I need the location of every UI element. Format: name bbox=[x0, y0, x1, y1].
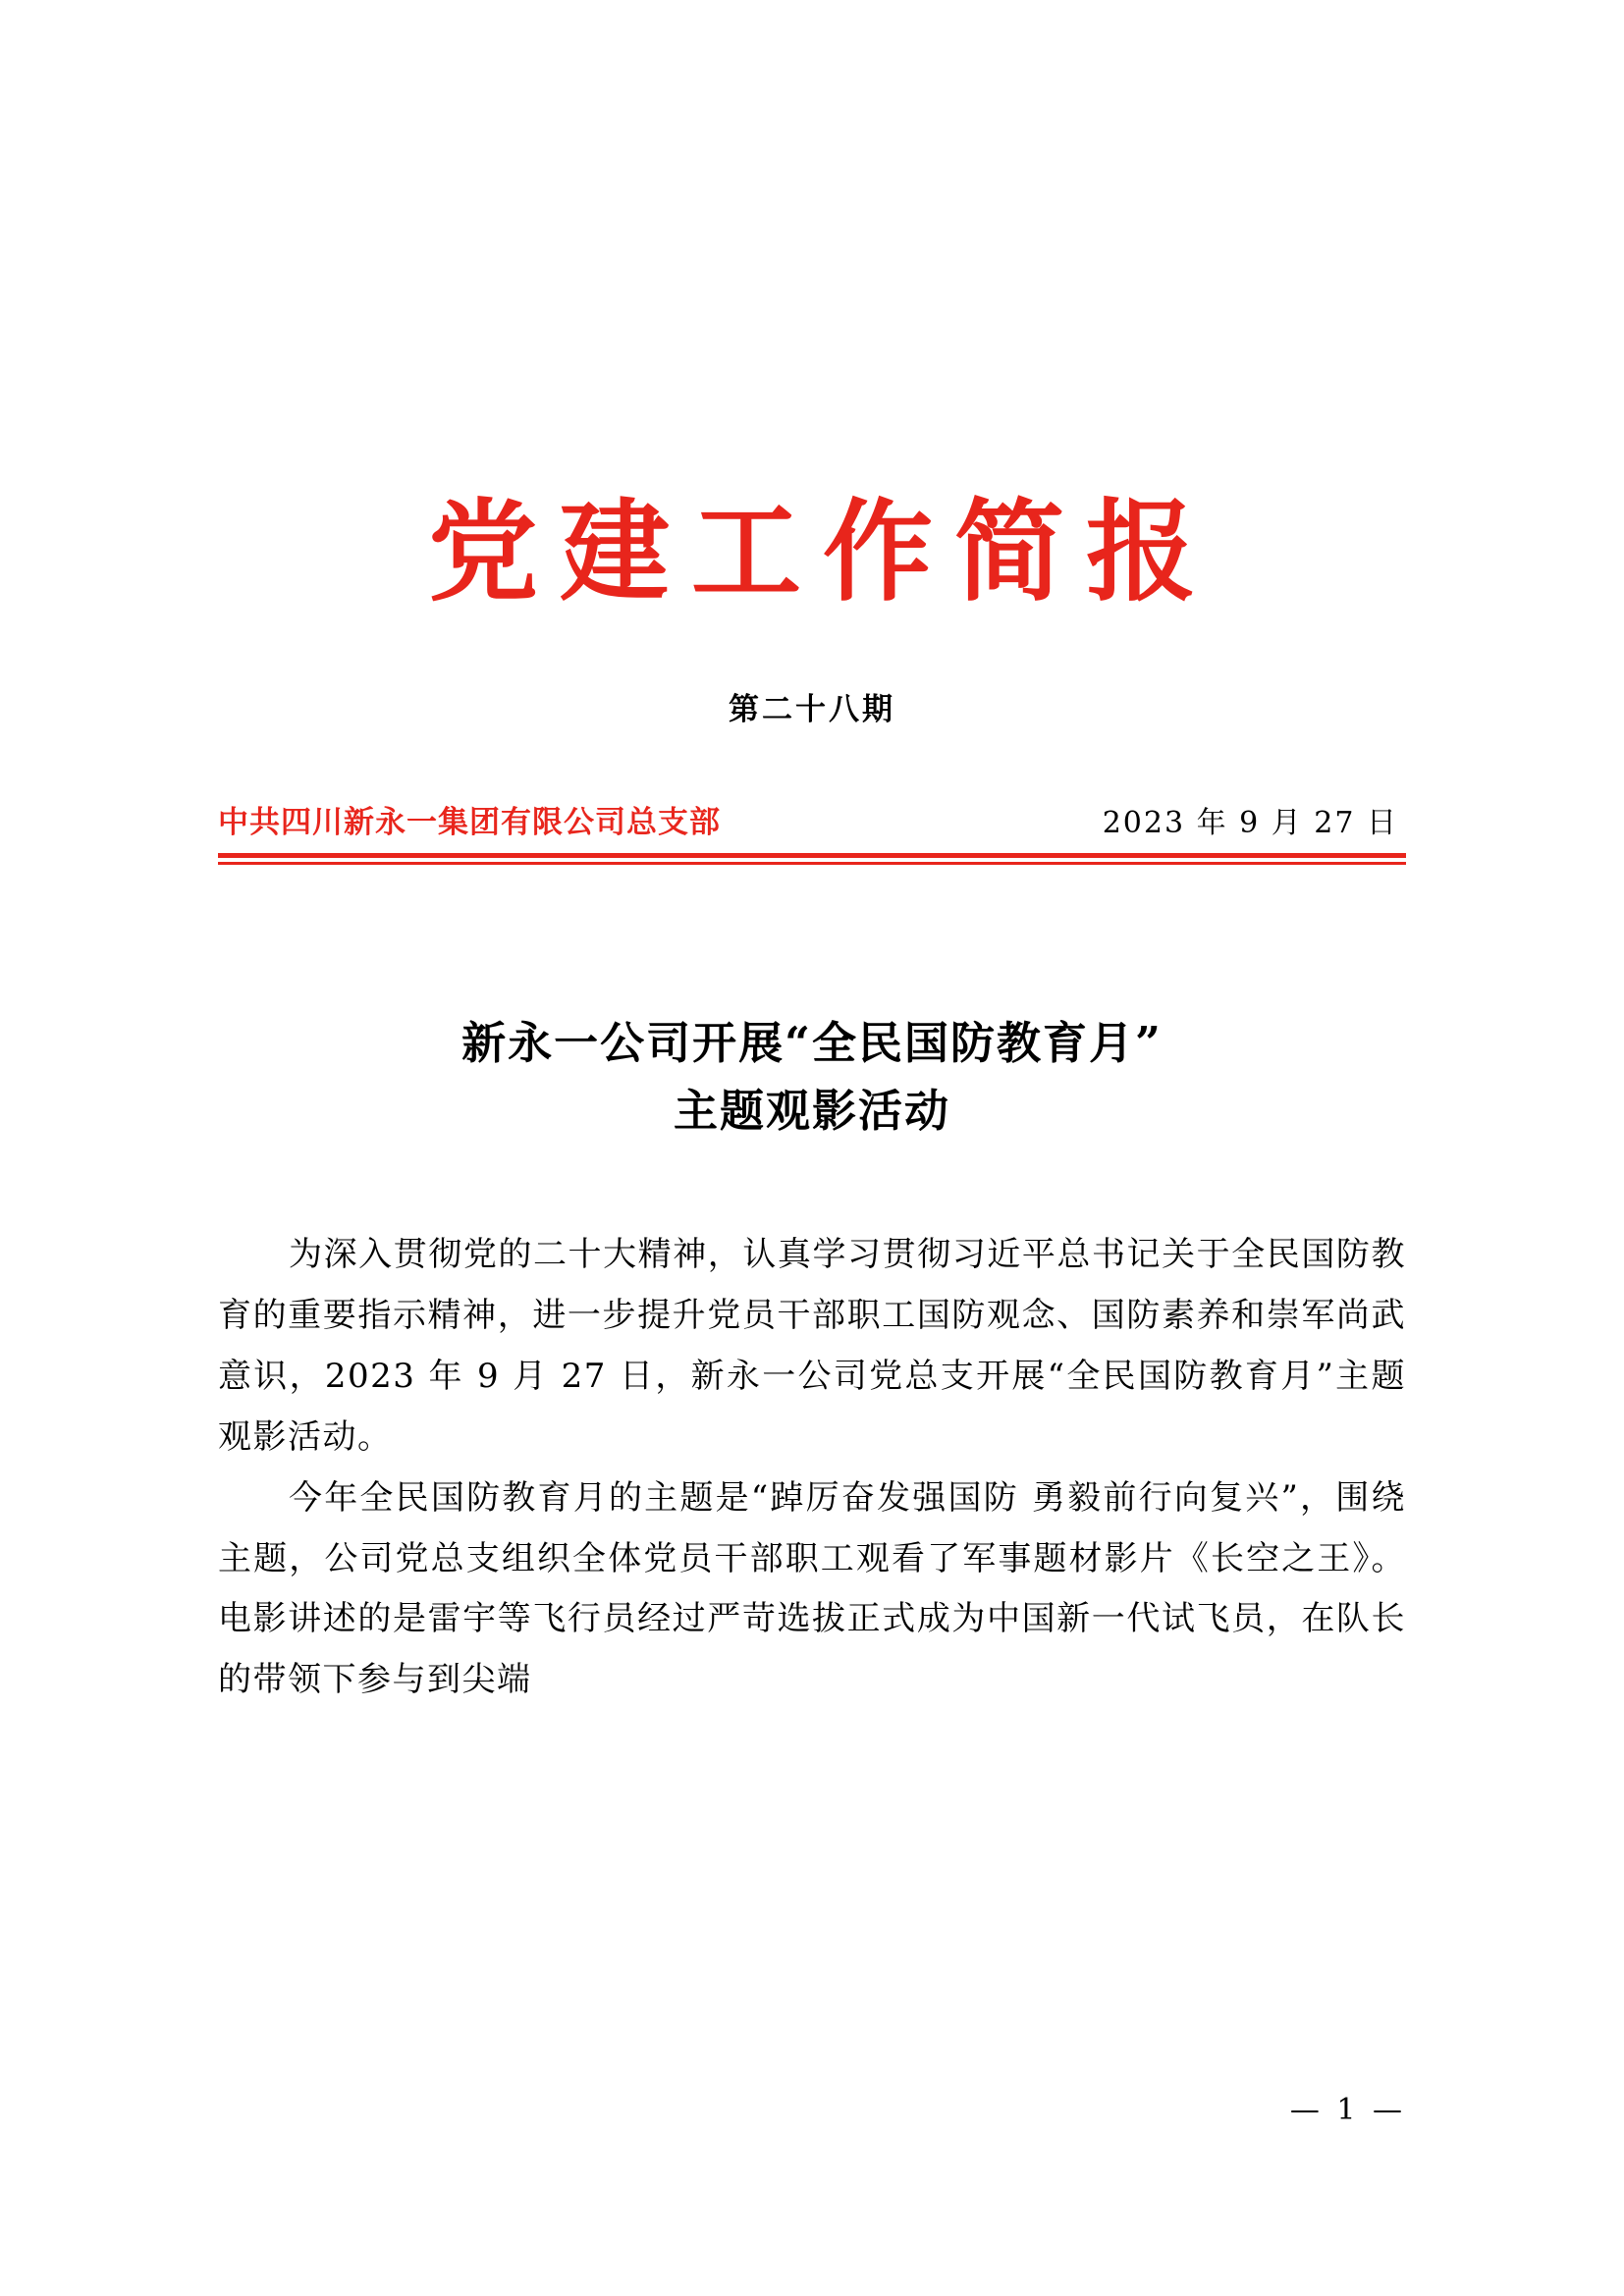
article-title-line-1: 新永一公司开展“全民国防教育月” bbox=[461, 1017, 1163, 1070]
masthead-meta-row bbox=[218, 797, 1406, 851]
issue-number: 第二十八期 bbox=[729, 692, 895, 728]
masthead-divider-thin bbox=[218, 862, 1406, 865]
issue-date: 2023 年 9 月 27 日 bbox=[1102, 806, 1398, 841]
issuing-organization: 中共四川新永一集团有限公司总支部 bbox=[218, 805, 721, 841]
article-paragraph: 为深入贯彻党的二十大精神，认真学习贯彻习近平总书记关于全民国防教育的重要指示精神，进一步提升党员干部职工国防观念、国防素养和崇军尚武意识，2023 年 9 月 27 日，新永一公司党总支开展“全民国防教育月”主题观影活动。 bbox=[218, 1235, 1406, 1457]
article-body bbox=[218, 1225, 1406, 1711]
masthead-divider-thick bbox=[218, 853, 1406, 858]
publication-title: 党建工作简报 bbox=[428, 488, 1218, 616]
article-title bbox=[218, 1010, 1406, 1145]
article-paragraph: 今年全民国防教育月的主题是“踔厉奋发强国防 勇毅前行向复兴”，围绕主题，公司党总支组织全体党员干部职工观看了军事题材影片《长空之王》。电影讲述的是雷宇等飞行员经过严苛选拔正式成为中国新一代试飞员，在队长的带领下参与到尖端 bbox=[218, 1477, 1406, 1700]
page-number: — 1 — bbox=[1289, 2093, 1406, 2127]
masthead bbox=[218, 488, 1406, 616]
article-title-line-2: 主题观影活动 bbox=[673, 1084, 950, 1137]
